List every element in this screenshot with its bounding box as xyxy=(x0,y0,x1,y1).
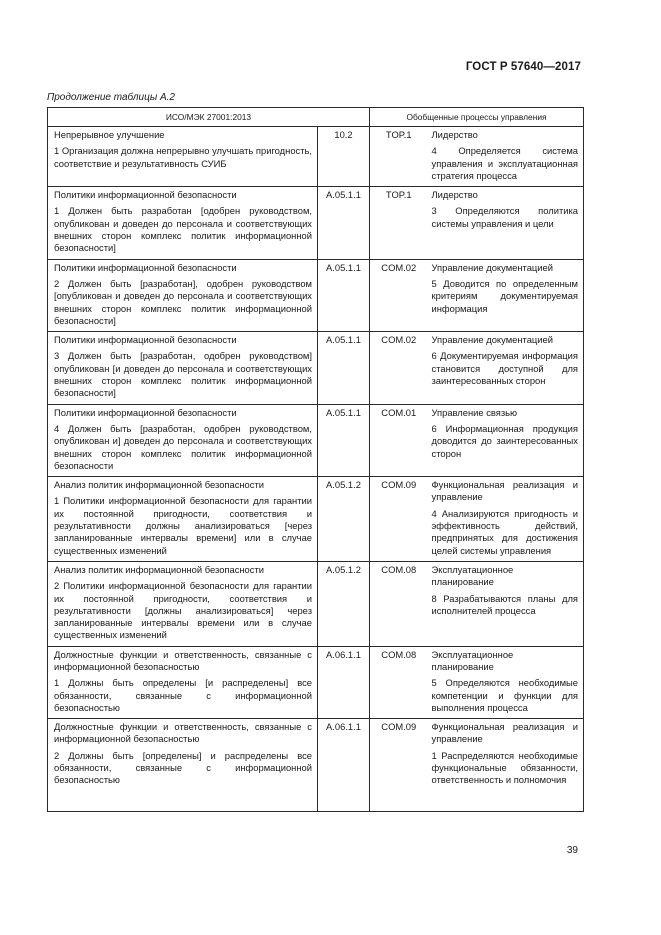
clause-cell: A.05.1.1 xyxy=(318,187,370,259)
process-description-cell xyxy=(428,332,584,404)
table-row xyxy=(48,404,584,476)
process-name: Лидерство xyxy=(431,189,478,201)
table-row xyxy=(48,477,584,562)
requirement-title: Анализ политик информационной безопасности xyxy=(54,479,264,491)
requirement-title: Анализ политик информационной безопасности xyxy=(54,563,264,575)
requirement-text: 2 Должен быть [разработан], одобрен руководством [опубликован и доведен до персонала и соответствующих внешних сторон комплекс политик информационной безопасности] xyxy=(54,277,312,326)
process-name: Управление связью xyxy=(431,406,518,418)
requirement-cell xyxy=(48,332,318,404)
process-code-cell: COM.01 xyxy=(370,404,428,476)
requirement-text: 1 Должен быть разработан [одобрен руководством, опубликован и доведен до персонала и соответствующих внешних сторон комплекс политик информационной безопасности] xyxy=(54,205,312,254)
requirement-text: 2 Должны быть [определены] и распределены все обязанности, связанные с информационной безопасностью xyxy=(54,749,312,786)
table-row xyxy=(48,259,584,331)
process-description-cell xyxy=(428,259,584,331)
process-outcome: 1 Распределяются необходимые функциональные обязанности, ответственность и полномочия xyxy=(431,749,578,786)
mapping-table xyxy=(47,107,584,812)
requirement-text: 3 Должен быть [разработан, одобрен руководством] опубликован [и доведен до персонала и соответствующих внешних сторон комплекс политик информационной безопасности] xyxy=(54,350,312,399)
column-header-processes: Обобщенные процессы управления xyxy=(370,108,584,127)
process-code-cell: COM.08 xyxy=(370,561,428,646)
process-code-cell: TOP.1 xyxy=(370,127,428,187)
process-outcome: 3 Определяются политика системы управления и цели xyxy=(431,205,578,229)
table-row xyxy=(48,187,584,259)
process-outcome: 5 Доводится по определенным критериям документируемая информация xyxy=(431,277,578,314)
requirement-text: 2 Политики информационной безопасности для гарантии их постоянной пригодности, соответствия и результативности [должны анализироваться] через запланированные интервалы времени или в случае существенных изменений xyxy=(54,580,312,641)
requirement-cell xyxy=(48,561,318,646)
requirement-text: 4 Должен быть [разработан, одобрен руководством, опубликован и] доведен до персонала и соответствующих внешних сторон комплекс политик информационной безопасности xyxy=(54,422,312,471)
requirement-cell xyxy=(48,719,318,812)
clause-cell: A.05.1.1 xyxy=(318,259,370,331)
process-code-cell: COM.02 xyxy=(370,259,428,331)
process-outcome: 8 Разрабатываются планы для исполнителей процесса xyxy=(431,592,578,616)
process-description-cell xyxy=(428,404,584,476)
process-name: Функциональная реализация и управление xyxy=(431,479,578,503)
process-code-cell: COM.08 xyxy=(370,646,428,718)
clause-cell: A.05.1.1 xyxy=(318,404,370,476)
process-name: Функциональная реализация и управление xyxy=(431,721,578,745)
requirement-cell xyxy=(48,404,318,476)
process-code-cell: TOP.1 xyxy=(370,187,428,259)
requirement-cell xyxy=(48,127,318,187)
requirement-text: 1 Должны быть определены [и распределены] все обязанности, связанные с информационной безопасностью xyxy=(54,677,312,713)
clause-cell: A.06.1.1 xyxy=(318,719,370,812)
process-name: Лидерство xyxy=(431,129,478,140)
table-row xyxy=(48,127,584,187)
requirement-cell xyxy=(48,187,318,259)
process-description-cell xyxy=(428,127,584,187)
table-row xyxy=(48,719,584,812)
process-name: Управление документацией xyxy=(431,334,553,346)
table-row xyxy=(48,332,584,404)
process-description-cell xyxy=(428,187,584,259)
requirement-title: Непрерывное улучшение xyxy=(54,129,165,140)
table-row xyxy=(48,561,584,646)
clause-cell: A.05.1.2 xyxy=(318,561,370,646)
clause-cell: 10.2 xyxy=(318,127,370,187)
process-name: Эксплуатационное планирование xyxy=(431,563,514,588)
requirement-cell xyxy=(48,646,318,718)
process-outcome: 6 Документируемая информация становится доступной для заинтересованных сторон xyxy=(431,350,578,387)
requirement-text: 1 Политики информационной безопасности для гарантии их постоянной пригодности, соответствия и результативности должны анализироваться [через запланированные интервалы времени] или в случае существенных изменений xyxy=(54,495,312,556)
requirement-title: Политики информационной безопасности xyxy=(54,334,237,346)
requirement-title: Должностные функции и ответственность, связанные с информационной безопасностью xyxy=(54,721,312,745)
process-outcome: 5 Определяются необходимые компетенции и функции для выполнения процесса xyxy=(431,677,578,713)
page-number: 39 xyxy=(566,845,578,856)
table-header-row xyxy=(48,108,584,127)
standard-header: ГОСТ Р 57640—2017 xyxy=(465,61,581,73)
process-description-cell xyxy=(428,561,584,646)
requirement-title: Политики информационной безопасности xyxy=(54,189,237,201)
process-description-cell xyxy=(428,477,584,562)
process-outcome: 4 Определяется система управления и эксплуатационная стратегия процесса xyxy=(431,145,578,181)
requirement-text: 1 Организация должна непрерывно улучшать пригодность, соответствие и результативность СУИБ xyxy=(54,145,312,169)
column-header-iso: ИСО/МЭК 27001:2013 xyxy=(48,108,370,127)
process-description-cell xyxy=(428,646,584,718)
process-outcome: 6 Информационная продукция доводится до заинтересованных сторон xyxy=(431,422,578,459)
process-description-cell xyxy=(428,719,584,812)
table-caption: Продолжение таблицы А.2 xyxy=(47,92,175,103)
requirement-title: Политики информационной безопасности xyxy=(54,261,237,273)
process-code-cell: COM.09 xyxy=(370,477,428,562)
process-name: Эксплуатационное планирование xyxy=(431,648,514,672)
requirement-title: Политики информационной безопасности xyxy=(54,406,237,418)
process-code-cell: COM.02 xyxy=(370,332,428,404)
clause-cell: A.06.1.1 xyxy=(318,646,370,718)
requirement-title: Должностные функции и ответственность, связанные с информационной безопасностью xyxy=(54,648,312,672)
process-name: Управление документацией xyxy=(431,261,553,273)
requirement-cell xyxy=(48,259,318,331)
clause-cell: A.05.1.2 xyxy=(318,477,370,562)
clause-cell: A.05.1.1 xyxy=(318,332,370,404)
process-outcome: 4 Анализируются пригодность и эффективность действий, предпринятых для достижения целей системы управления xyxy=(431,507,578,556)
requirement-cell xyxy=(48,477,318,562)
table-row xyxy=(48,646,584,718)
process-code-cell: COM.09 xyxy=(370,719,428,812)
table-body xyxy=(48,127,584,812)
